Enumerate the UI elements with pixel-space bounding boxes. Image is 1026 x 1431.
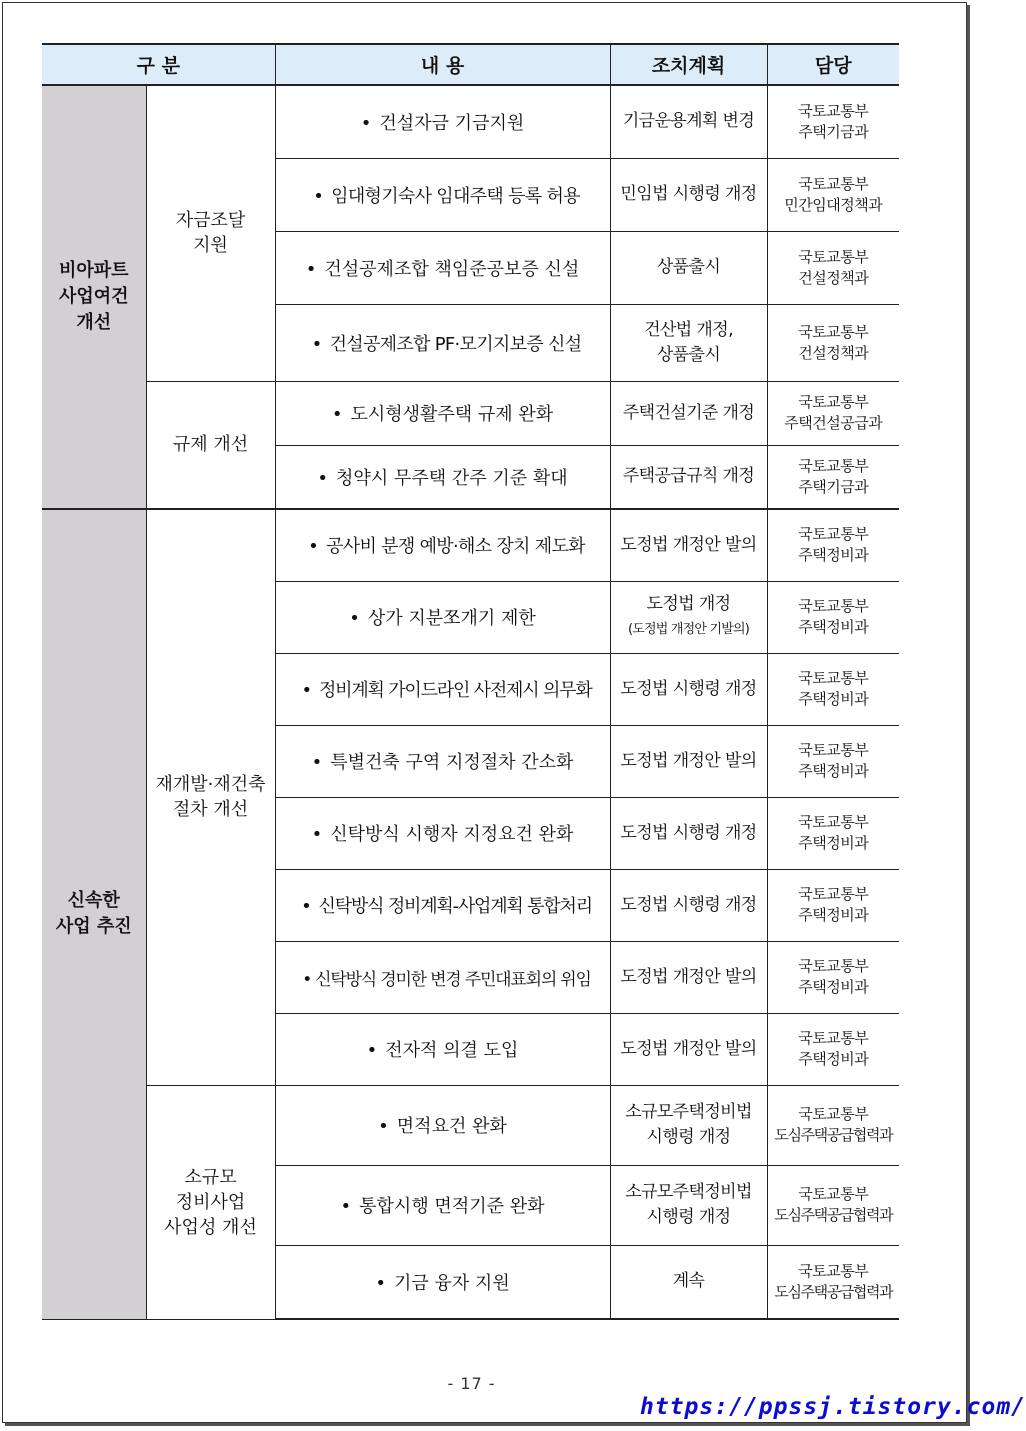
content-cell: • 통합시행 면적기준 완화 bbox=[275, 1165, 610, 1245]
action-cell: 도정법 개정 (도정법 개정안 기발의) bbox=[610, 581, 767, 653]
owner-cell: 국토교통부 주택정비과 bbox=[767, 1013, 899, 1085]
owner-cell: 국토교통부 주택기금과 bbox=[767, 85, 899, 158]
header-row bbox=[42, 44, 899, 85]
owner-cell: 국토교통부 주택정비과 bbox=[767, 509, 899, 581]
content-cell: • 전자적 의결 도입 bbox=[275, 1013, 610, 1085]
table-row bbox=[42, 1085, 899, 1165]
content-cell: • 신탁방식 정비계획-사업계획 통합처리 bbox=[275, 869, 610, 941]
content-cell: • 상가 지분쪼개기 제한 bbox=[275, 581, 610, 653]
content-cell: • 건설자금 기금지원 bbox=[275, 85, 610, 158]
content-cell: • 공사비 분쟁 예방·해소 장치 제도화 bbox=[275, 509, 610, 581]
action-cell: 기금운용계획 변경 bbox=[610, 85, 767, 158]
action-cell: 도정법 개정안 발의 bbox=[610, 1013, 767, 1085]
table-row bbox=[42, 509, 899, 581]
content-cell: • 기금 융자 지원 bbox=[275, 1245, 610, 1319]
subgroup-cell: 자금조달 지원 bbox=[146, 85, 275, 381]
action-cell: 상품출시 bbox=[610, 231, 767, 304]
category-cell: 비아파트 사업여건 개선 bbox=[42, 85, 146, 509]
owner-cell: 국토교통부 도심주택공급협력과 bbox=[767, 1165, 899, 1245]
action-cell: 주택건설기준 개정 bbox=[610, 381, 767, 445]
action-plan-table bbox=[42, 43, 899, 1320]
action-cell: 민임법 시행령 개정 bbox=[610, 158, 767, 231]
category-cell: 신속한 사업 추진 bbox=[42, 509, 146, 1319]
content-cell: • 건설공제조합 책임준공보증 신설 bbox=[275, 231, 610, 304]
content-cell: • 도시형생활주택 규제 완화 bbox=[275, 381, 610, 445]
owner-cell: 국토교통부 주택기금과 bbox=[767, 445, 899, 509]
owner-cell: 국토교통부 주택정비과 bbox=[767, 797, 899, 869]
table-row bbox=[42, 381, 899, 445]
owner-cell: 국토교통부 주택정비과 bbox=[767, 725, 899, 797]
blog-url-link[interactable]: https://ppssj.tistory.com/ bbox=[640, 1394, 1026, 1420]
action-cell: 소규모주택정비법 시행령 개정 bbox=[610, 1165, 767, 1245]
action-cell: 도정법 개정안 발의 bbox=[610, 509, 767, 581]
action-cell: 도정법 개정안 발의 bbox=[610, 941, 767, 1013]
action-cell: 계속 bbox=[610, 1245, 767, 1319]
owner-cell: 국토교통부 주택건설공급과 bbox=[767, 381, 899, 445]
header-category: 구 분 bbox=[42, 44, 275, 85]
content-cell: • 청약시 무주택 간주 기준 확대 bbox=[275, 445, 610, 509]
action-cell: 소규모주택정비법 시행령 개정 bbox=[610, 1085, 767, 1165]
content-cell: • 정비계획 가이드라인 사전제시 의무화 bbox=[275, 653, 610, 725]
owner-cell: 국토교통부 주택정비과 bbox=[767, 869, 899, 941]
owner-cell: 국토교통부 주택정비과 bbox=[767, 653, 899, 725]
table-row bbox=[42, 85, 899, 158]
content-cell: • 면적요건 완화 bbox=[275, 1085, 610, 1165]
action-cell: 도정법 시행령 개정 bbox=[610, 653, 767, 725]
content-cell: • 임대형기숙사 임대주택 등록 허용 bbox=[275, 158, 610, 231]
owner-cell: 국토교통부 도심주택공급협력과 bbox=[767, 1085, 899, 1165]
owner-cell: 국토교통부 건설정책과 bbox=[767, 304, 899, 381]
action-cell: 도정법 시행령 개정 bbox=[610, 797, 767, 869]
owner-cell: 국토교통부 도심주택공급협력과 bbox=[767, 1245, 899, 1319]
header-content: 내 용 bbox=[275, 44, 610, 85]
subgroup-cell: 소규모 정비사업 사업성 개선 bbox=[146, 1085, 275, 1319]
content-cell: • 건설공제조합 PF·모기지보증 신설 bbox=[275, 304, 610, 381]
content-cell: • 신탁방식 시행자 지정요건 완화 bbox=[275, 797, 610, 869]
header-action: 조치계획 bbox=[610, 44, 767, 85]
subgroup-cell: 규제 개선 bbox=[146, 381, 275, 509]
header-owner: 담당 bbox=[767, 44, 899, 85]
content-cell: • 신탁방식 경미한 변경 주민대표회의 위임 bbox=[275, 941, 610, 1013]
action-cell: 주택공급규칙 개정 bbox=[610, 445, 767, 509]
owner-cell: 국토교통부 건설정책과 bbox=[767, 231, 899, 304]
owner-cell: 국토교통부 주택정비과 bbox=[767, 941, 899, 1013]
page-number: - 17 - bbox=[447, 1374, 496, 1393]
action-cell: 도정법 개정안 발의 bbox=[610, 725, 767, 797]
content-cell: • 특별건축 구역 지정절차 간소화 bbox=[275, 725, 610, 797]
owner-cell: 국토교통부 민간임대정책과 bbox=[767, 158, 899, 231]
action-cell: 도정법 시행령 개정 bbox=[610, 869, 767, 941]
action-cell: 건산법 개정, 상품출시 bbox=[610, 304, 767, 381]
owner-cell: 국토교통부 주택정비과 bbox=[767, 581, 899, 653]
subgroup-cell: 재개발·재건축 절차 개선 bbox=[146, 509, 275, 1085]
